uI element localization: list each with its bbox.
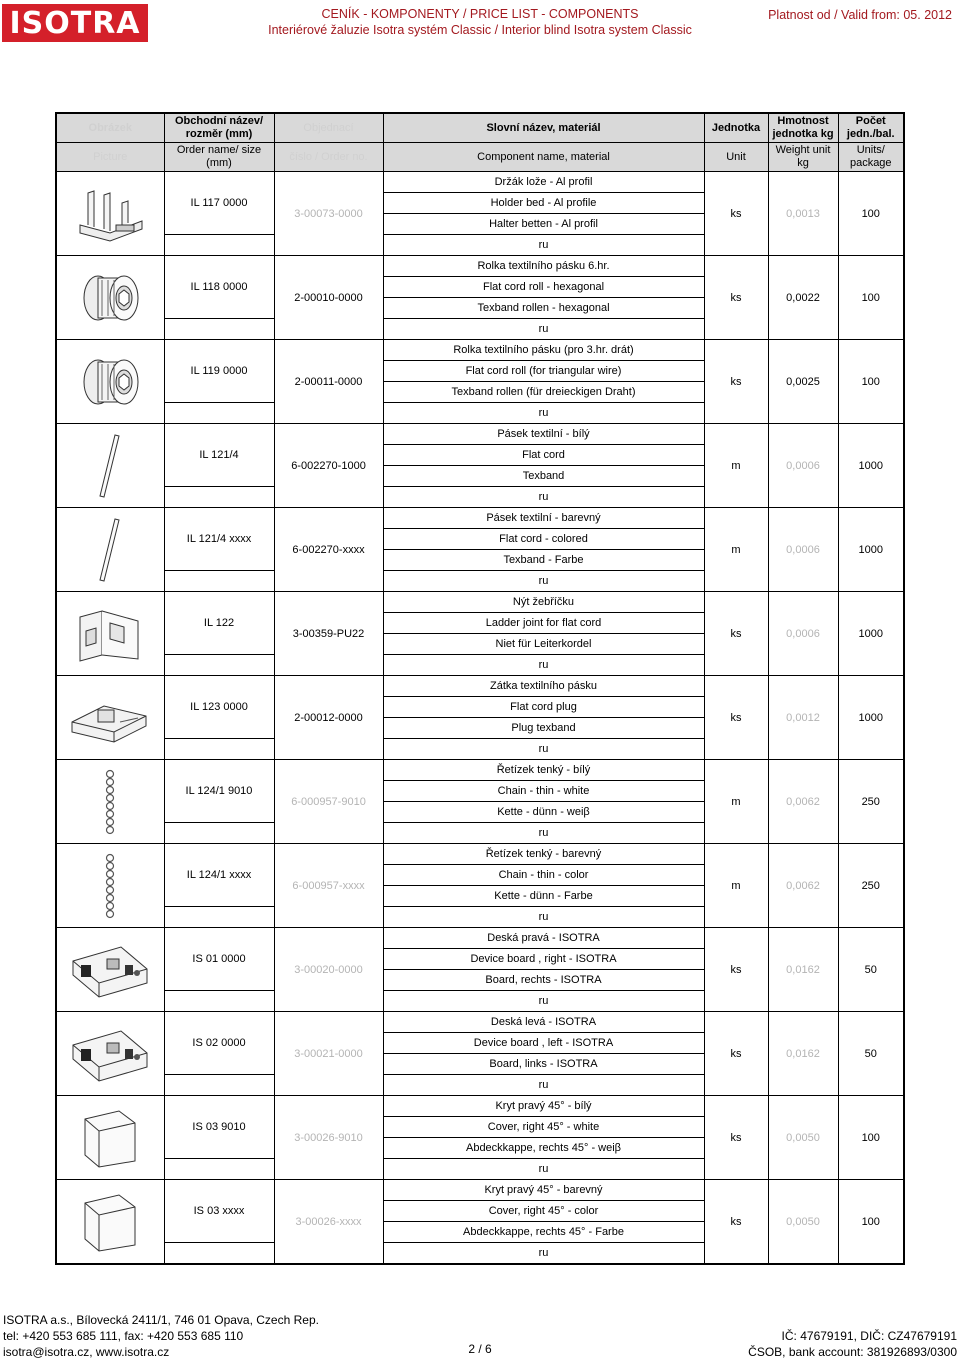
order-name-blank xyxy=(164,403,274,424)
cord-plug-icon xyxy=(57,692,164,744)
component-name-line: Board, links - ISOTRA xyxy=(383,1054,704,1075)
component-name-line: Držák lože - Al profil xyxy=(383,172,704,193)
weight: 0,0050 xyxy=(768,1096,838,1180)
table-row xyxy=(56,172,904,193)
component-name-line: Texband rollen (für dreieckigen Draht) xyxy=(383,382,704,403)
component-name-line: ru xyxy=(383,403,704,424)
order-name-blank xyxy=(164,823,274,844)
order-code: 3-00026-xxxx xyxy=(274,1180,383,1265)
units-per-package: 1000 xyxy=(838,508,904,592)
order-name: IL 123 0000 xyxy=(164,676,274,739)
component-name-line: Kryt pravý 45° - bílý xyxy=(383,1096,704,1117)
component-name-line: Kette - dünn - Farbe xyxy=(383,886,704,907)
component-name-line: Ladder joint for flat cord xyxy=(383,613,704,634)
title-line-1: CENÍK - KOMPONENTY / PRICE LIST - COMPONENTS xyxy=(321,7,639,21)
component-name-line: Pásek textilní - bílý xyxy=(383,424,704,445)
component-name-line: Plug texband xyxy=(383,718,704,739)
product-picture xyxy=(56,508,164,592)
order-name: IS 03 xxxx xyxy=(164,1180,274,1243)
order-code: 2-00010-0000 xyxy=(274,256,383,340)
cord-roll-icon xyxy=(57,270,164,326)
order-code: 6-002270-1000 xyxy=(274,424,383,508)
order-name: IL 119 0000 xyxy=(164,340,274,403)
order-code: 2-00011-0000 xyxy=(274,340,383,424)
order-name-blank xyxy=(164,991,274,1012)
table-row xyxy=(56,1096,904,1117)
footer-ids: IČ: 47679191, DIČ: CZ47679191 xyxy=(781,1329,957,1343)
price-list-table xyxy=(55,112,905,1265)
units-per-package: 100 xyxy=(838,1096,904,1180)
isotra-logo: ISOTRA xyxy=(2,4,148,42)
product-picture xyxy=(56,1096,164,1180)
order-name-blank xyxy=(164,739,274,760)
component-name-line: Zátka textilního pásku xyxy=(383,676,704,697)
unit: ks xyxy=(704,592,768,676)
product-picture xyxy=(56,340,164,424)
weight: 0,0006 xyxy=(768,424,838,508)
weight: 0,0022 xyxy=(768,256,838,340)
order-name-blank xyxy=(164,907,274,928)
component-name-line: Nýt žebříčku xyxy=(383,592,704,613)
cord-roll-icon xyxy=(57,354,164,410)
component-name-line: Cover, right 45° - white xyxy=(383,1117,704,1138)
unit: m xyxy=(704,508,768,592)
component-name-line: ru xyxy=(383,235,704,256)
units-per-package: 1000 xyxy=(838,676,904,760)
component-name-line: Řetízek tenký - barevný xyxy=(383,844,704,865)
header-picture: Obrázek xyxy=(56,113,164,143)
cover-icon xyxy=(57,1105,164,1171)
order-code: 6-000957-9010 xyxy=(274,760,383,844)
component-name-line: Flat cord roll - hexagonal xyxy=(383,277,704,298)
component-name-line: Device board , right - ISOTRA xyxy=(383,949,704,970)
holder-bed-icon xyxy=(57,181,164,247)
component-name-line: Kette - dünn - weiβ xyxy=(383,802,704,823)
component-name-line: Abdeckkappe, rechts 45° - weiβ xyxy=(383,1138,704,1159)
cover-icon xyxy=(57,1189,164,1255)
chain-icon xyxy=(57,853,164,919)
order-name: IS 03 9010 xyxy=(164,1096,274,1159)
product-picture xyxy=(56,592,164,676)
order-name: IS 02 0000 xyxy=(164,1012,274,1075)
table-row xyxy=(56,676,904,697)
order-name-blank xyxy=(164,487,274,508)
header-code-en: číslo / Order no. xyxy=(274,143,383,172)
valid-from: Platnost od / Valid from: 05. 2012 xyxy=(768,8,952,22)
component-name-line: ru xyxy=(383,571,704,592)
order-name: IL 124/1 9010 xyxy=(164,760,274,823)
header-component-name: Slovní název, materiál xyxy=(383,113,704,143)
header-order-name: Obchodní název/ rozměr (mm) xyxy=(164,113,274,143)
table-row xyxy=(56,340,904,361)
order-name-blank xyxy=(164,319,274,340)
component-name-line: Niet für Leiterkordel xyxy=(383,634,704,655)
chain-icon xyxy=(57,769,164,835)
header-weight: Hmotnost jednotka kg xyxy=(768,113,838,143)
unit: ks xyxy=(704,1012,768,1096)
header-per-pack-en: Units/ package xyxy=(838,143,904,172)
order-code: 3-00020-0000 xyxy=(274,928,383,1012)
component-name-line: Halter betten - Al profil xyxy=(383,214,704,235)
order-name-blank xyxy=(164,1159,274,1180)
order-code: 6-002270-xxxx xyxy=(274,508,383,592)
product-picture xyxy=(56,424,164,508)
table-row xyxy=(56,760,904,781)
component-name-line: ru xyxy=(383,739,704,760)
weight: 0,0025 xyxy=(768,340,838,424)
unit: ks xyxy=(704,928,768,1012)
flat-cord-icon xyxy=(57,517,164,583)
product-picture xyxy=(56,928,164,1012)
component-name-line: Texband xyxy=(383,466,704,487)
order-name-blank xyxy=(164,571,274,592)
units-per-package: 50 xyxy=(838,1012,904,1096)
order-name-blank xyxy=(164,1243,274,1265)
component-name-line: ru xyxy=(383,1159,704,1180)
device-board-icon xyxy=(57,1023,164,1085)
header-unit-en: Unit xyxy=(704,143,768,172)
unit: ks xyxy=(704,340,768,424)
component-name-line: Deská levá - ISOTRA xyxy=(383,1012,704,1033)
units-per-package: 100 xyxy=(838,1180,904,1265)
table-header-row-2 xyxy=(56,143,904,172)
table-row xyxy=(56,1180,904,1201)
order-name: IL 124/1 xxxx xyxy=(164,844,274,907)
product-picture xyxy=(56,256,164,340)
component-name-line: ru xyxy=(383,319,704,340)
component-name-line: ru xyxy=(383,907,704,928)
component-name-line: Flat cord - colored xyxy=(383,529,704,550)
order-code: 3-00359-PU22 xyxy=(274,592,383,676)
weight: 0,0062 xyxy=(768,760,838,844)
order-name: IL 121/4 xyxy=(164,424,274,487)
product-picture xyxy=(56,844,164,928)
table-row xyxy=(56,928,904,949)
component-name-line: Kryt pravý 45° - barevný xyxy=(383,1180,704,1201)
component-name-line: ru xyxy=(383,1075,704,1096)
table-row xyxy=(56,592,904,613)
component-name-line: ru xyxy=(383,1243,704,1265)
footer-address: ISOTRA a.s., Bílovecká 2411/1, 746 01 Opava, Czech Rep. xyxy=(3,1313,319,1327)
unit: ks xyxy=(704,256,768,340)
flat-cord-icon xyxy=(57,433,164,499)
weight: 0,0012 xyxy=(768,676,838,760)
weight: 0,0062 xyxy=(768,844,838,928)
weight: 0,0162 xyxy=(768,1012,838,1096)
header-unit: Jednotka xyxy=(704,113,768,143)
header-weight-en: Weight unit kg xyxy=(768,143,838,172)
product-picture xyxy=(56,1012,164,1096)
page-number: 2 / 6 xyxy=(468,1342,492,1356)
component-name-line: Board, rechts - ISOTRA xyxy=(383,970,704,991)
weight: 0,0050 xyxy=(768,1180,838,1265)
product-picture xyxy=(56,1180,164,1265)
component-name-line: ru xyxy=(383,655,704,676)
unit: m xyxy=(704,424,768,508)
component-name-line: Rolka textilního pásku 6.hr. xyxy=(383,256,704,277)
units-per-package: 1000 xyxy=(838,592,904,676)
product-picture xyxy=(56,172,164,256)
weight: 0,0006 xyxy=(768,592,838,676)
weight: 0,0006 xyxy=(768,508,838,592)
table-row xyxy=(56,508,904,529)
component-name-line: ru xyxy=(383,823,704,844)
title-line-2: Interiérové žaluzie Isotra systém Classic / Interior blind Isotra system Classic xyxy=(268,23,692,37)
unit: ks xyxy=(704,172,768,256)
component-name-line: Pásek textilní - barevný xyxy=(383,508,704,529)
component-name-line: Texband - Farbe xyxy=(383,550,704,571)
units-per-package: 250 xyxy=(838,760,904,844)
footer-phone: tel: +420 553 685 111, fax: +420 553 685 110 xyxy=(3,1329,244,1343)
unit: m xyxy=(704,844,768,928)
order-name: IS 01 0000 xyxy=(164,928,274,991)
units-per-package: 250 xyxy=(838,844,904,928)
component-name-line: Holder bed - Al profile xyxy=(383,193,704,214)
component-name-line: Chain - thin - white xyxy=(383,781,704,802)
order-code: 3-00026-9010 xyxy=(274,1096,383,1180)
table-row xyxy=(56,1012,904,1033)
order-code: 3-00021-0000 xyxy=(274,1012,383,1096)
component-name-line: ru xyxy=(383,991,704,1012)
unit: ks xyxy=(704,1180,768,1265)
component-name-line: Device board , left - ISOTRA xyxy=(383,1033,704,1054)
product-picture xyxy=(56,676,164,760)
footer-bank: ČSOB, bank account: 381926893/0300 xyxy=(748,1345,957,1359)
order-name: IL 122 xyxy=(164,592,274,655)
units-per-package: 100 xyxy=(838,172,904,256)
footer-email-web: isotra@isotra.cz, www.isotra.cz xyxy=(3,1345,170,1359)
units-per-package: 100 xyxy=(838,340,904,424)
table-row xyxy=(56,844,904,865)
component-name-line: Deská pravá - ISOTRA xyxy=(383,928,704,949)
table-row xyxy=(56,424,904,445)
units-per-package: 1000 xyxy=(838,424,904,508)
order-name: IL 118 0000 xyxy=(164,256,274,319)
order-code: 2-00012-0000 xyxy=(274,676,383,760)
component-name-line: Flat cord roll (for triangular wire) xyxy=(383,361,704,382)
order-code: 3-00073-0000 xyxy=(274,172,383,256)
component-name-line: ru xyxy=(383,487,704,508)
device-board-icon xyxy=(57,939,164,1001)
order-name: IL 121/4 xxxx xyxy=(164,508,274,571)
table-header-row-1 xyxy=(56,113,904,143)
order-name-blank xyxy=(164,235,274,256)
component-name-line: Chain - thin - color xyxy=(383,865,704,886)
order-name-blank xyxy=(164,655,274,676)
ladder-joint-icon xyxy=(57,603,164,665)
units-per-package: 100 xyxy=(838,256,904,340)
component-name-line: Abdeckkappe, rechts 45° - Farbe xyxy=(383,1222,704,1243)
component-name-line: Flat cord xyxy=(383,445,704,466)
header-picture-en: Picture xyxy=(56,143,164,172)
unit: m xyxy=(704,760,768,844)
unit: ks xyxy=(704,1096,768,1180)
order-name-blank xyxy=(164,1075,274,1096)
page-title xyxy=(260,6,700,38)
component-name-line: Rolka textilního pásku (pro 3.hr. drát) xyxy=(383,340,704,361)
unit: ks xyxy=(704,676,768,760)
units-per-package: 50 xyxy=(838,928,904,1012)
component-name-line: Řetízek tenký - bílý xyxy=(383,760,704,781)
component-name-line: Cover, right 45° - color xyxy=(383,1201,704,1222)
component-name-line: Texband rollen - hexagonal xyxy=(383,298,704,319)
footer-company-info xyxy=(3,1312,319,1360)
weight: 0,0162 xyxy=(768,928,838,1012)
weight: 0,0013 xyxy=(768,172,838,256)
component-name-line: Flat cord plug xyxy=(383,697,704,718)
footer-bank-info xyxy=(748,1328,957,1360)
order-code: 6-000957-xxxx xyxy=(274,844,383,928)
header-component-name-en: Component name, material xyxy=(383,143,704,172)
header-order-name-en: Order name/ size (mm) xyxy=(164,143,274,172)
table-row xyxy=(56,256,904,277)
header-per-pack: Počet jedn./bal. xyxy=(838,113,904,143)
order-name: IL 117 0000 xyxy=(164,172,274,235)
header-code: Objednací xyxy=(274,113,383,143)
product-picture xyxy=(56,760,164,844)
